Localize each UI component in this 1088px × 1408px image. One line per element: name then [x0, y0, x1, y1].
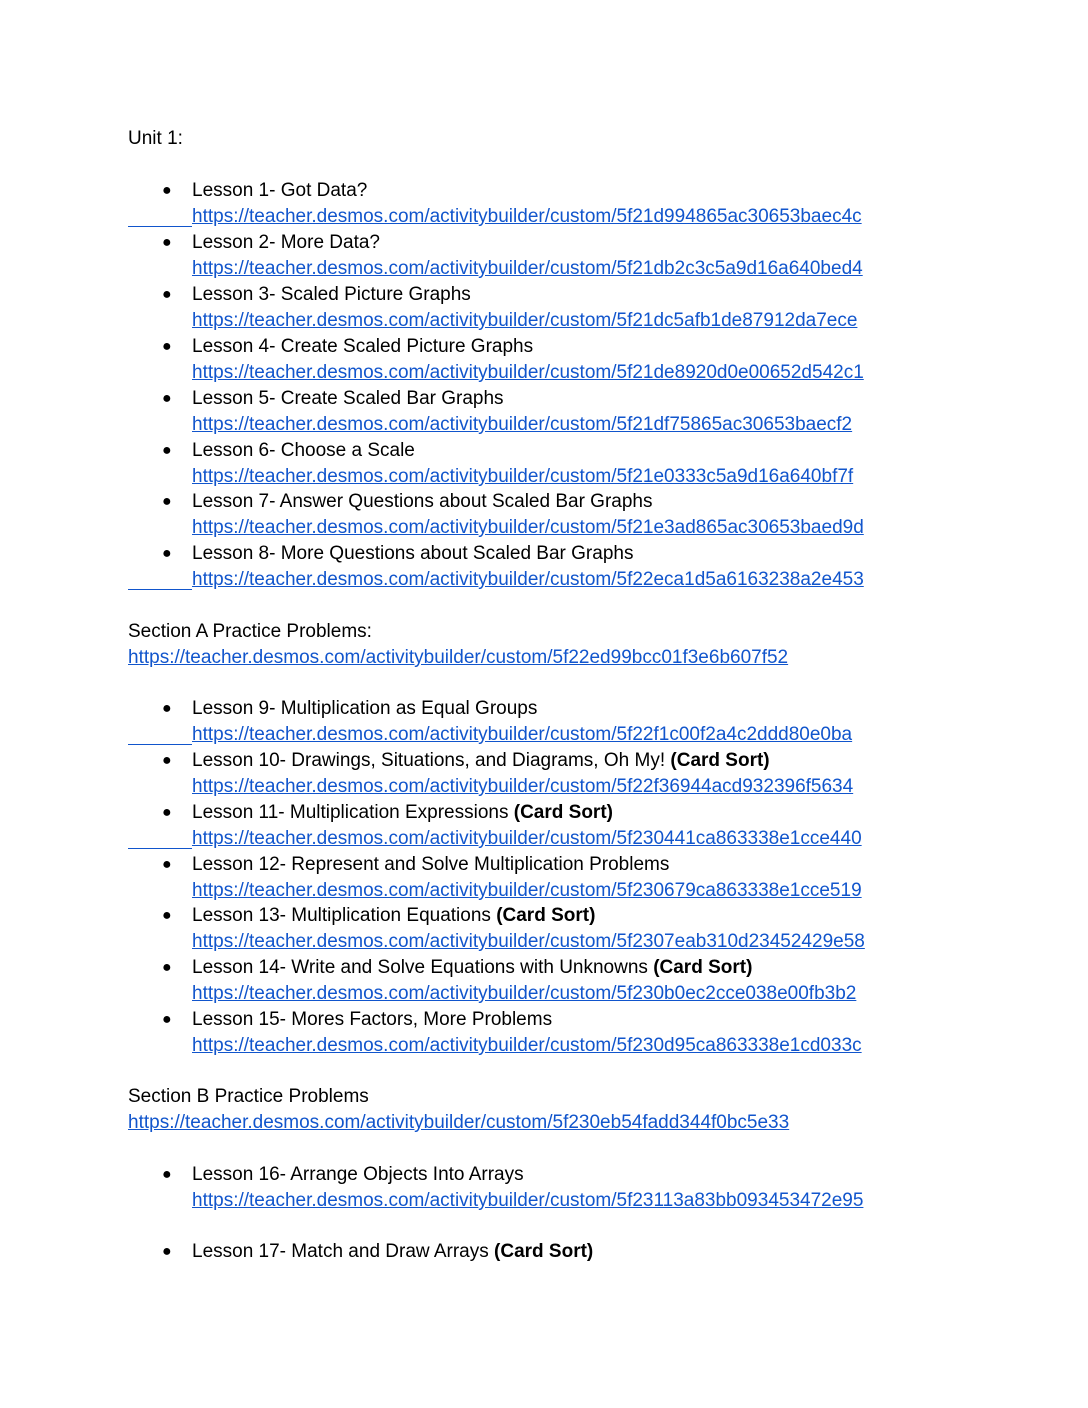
- lesson-label: Lesson 13- Multiplication Equations (Card Sort): [192, 905, 596, 926]
- bullet-icon: ●: [162, 234, 172, 251]
- lesson-label: Lesson 4- Create Scaled Picture Graphs: [192, 336, 534, 357]
- card-sort-tag: (Card Sort): [653, 957, 753, 978]
- lesson-label: Lesson 10- Drawings, Situations, and Diagrams, Oh My! (Card Sort): [192, 750, 770, 771]
- lesson-item-14: [128, 956, 928, 1008]
- lesson-label: Lesson 14- Write and Solve Equations with Unknowns (Card Sort): [192, 957, 753, 978]
- lesson-item-5: [128, 387, 928, 439]
- bullet-icon: ●: [162, 959, 172, 976]
- lesson-item-16: [128, 1163, 928, 1215]
- lesson-label: Lesson 3- Scaled Picture Graphs: [192, 284, 471, 305]
- lesson-link[interactable]: https://teacher.desmos.com/activitybuilder/custom/5f21e3ad865ac30653baed9d: [192, 517, 864, 538]
- lesson-label: Lesson 6- Choose a Scale: [192, 440, 415, 461]
- bullet-icon: ●: [162, 182, 172, 199]
- lesson-link[interactable]: https://teacher.desmos.com/activitybuilder/custom/5f230679ca863338e1cce519: [192, 880, 862, 901]
- bullet-icon: ●: [162, 286, 172, 303]
- lesson-label: Lesson 2- More Data?: [192, 232, 380, 253]
- card-sort-tag: (Card Sort): [670, 750, 770, 771]
- lesson-item-9: [128, 697, 928, 749]
- lesson-link[interactable]: https://teacher.desmos.com/activitybuilder/custom/5f22f1c00f2a4c2ddd80e0ba: [192, 724, 853, 745]
- lesson-item-3: [128, 283, 928, 335]
- lesson-link[interactable]: https://teacher.desmos.com/activitybuilder/custom/5f21dc5afb1de87912da7ece: [192, 310, 858, 331]
- section-a-link[interactable]: https://teacher.desmos.com/activitybuilder/custom/5f22ed99bcc01f3e6b607f52: [128, 647, 789, 668]
- card-sort-tag: (Card Sort): [496, 905, 596, 926]
- lesson-label: Lesson 11- Multiplication Expressions (Card Sort): [192, 802, 613, 823]
- lesson-link[interactable]: https://teacher.desmos.com/activitybuilder/custom/5f21de8920d0e00652d542c1: [192, 362, 864, 383]
- lesson-link[interactable]: https://teacher.desmos.com/activitybuilder/custom/5f21d994865ac30653baec4c: [192, 206, 862, 227]
- lesson-link[interactable]: https://teacher.desmos.com/activitybuilder/custom/5f2307eab310d23452429e58: [192, 931, 865, 952]
- bullet-icon: ●: [162, 442, 172, 459]
- bullet-icon: ●: [162, 700, 172, 717]
- bullet-icon: ●: [162, 390, 172, 407]
- bullet-icon: ●: [162, 493, 172, 510]
- card-sort-tag: (Card Sort): [513, 802, 613, 823]
- bullet-icon: ●: [162, 804, 172, 821]
- lesson-label: Lesson 9- Multiplication as Equal Groups: [192, 698, 538, 719]
- bullet-icon: ●: [162, 545, 172, 562]
- card-sort-tag: (Card Sort): [494, 1241, 594, 1262]
- lesson-link[interactable]: https://teacher.desmos.com/activitybuilder/custom/5f230441ca863338e1cce440: [192, 828, 862, 849]
- lesson-link[interactable]: https://teacher.desmos.com/activitybuilder/custom/5f21db2c3c5a9d16a640bed4: [192, 258, 863, 279]
- lesson-item-2: [128, 231, 928, 283]
- bullet-icon: ●: [162, 856, 172, 873]
- lesson-link[interactable]: https://teacher.desmos.com/activitybuilder/custom/5f21e0333c5a9d16a640bf7f: [192, 466, 854, 487]
- lesson-item-7: [128, 490, 928, 542]
- lesson-label: Lesson 17- Match and Draw Arrays (Card Sort): [192, 1241, 594, 1262]
- lesson-item-15: [128, 1008, 928, 1060]
- lesson-item-11: [128, 801, 928, 853]
- lesson-label: Lesson 12- Represent and Solve Multiplication Problems: [192, 854, 670, 875]
- lesson-item-8: [128, 542, 928, 594]
- bullet-icon: ●: [162, 338, 172, 355]
- lesson-link[interactable]: https://teacher.desmos.com/activitybuilder/custom/5f21df75865ac30653baecf2: [192, 414, 853, 435]
- section-b-heading: Section B Practice Problems: [128, 1086, 369, 1107]
- lesson-item-17: [128, 1240, 928, 1266]
- bullet-icon: ●: [162, 752, 172, 769]
- bullet-icon: ●: [162, 1011, 172, 1028]
- lesson-label: Lesson 16- Arrange Objects Into Arrays: [192, 1164, 524, 1185]
- lesson-label: Lesson 7- Answer Questions about Scaled Bar Graphs: [192, 491, 653, 512]
- lesson-label: Lesson 15- Mores Factors, More Problems: [192, 1009, 553, 1030]
- lesson-item-1: [128, 179, 928, 231]
- lesson-item-6: [128, 439, 928, 491]
- bullet-icon: ●: [162, 1243, 172, 1260]
- lesson-link[interactable]: https://teacher.desmos.com/activitybuilder/custom/5f23113a83bb093453472e95: [192, 1190, 864, 1211]
- lesson-link[interactable]: https://teacher.desmos.com/activitybuilder/custom/5f22eca1d5a6163238a2e453: [192, 569, 864, 590]
- bullet-icon: ●: [162, 1166, 172, 1183]
- section-b-link[interactable]: https://teacher.desmos.com/activitybuilder/custom/5f230eb54fadd344f0bc5e33: [128, 1112, 790, 1133]
- lesson-item-12: [128, 853, 928, 905]
- lesson-label: Lesson 5- Create Scaled Bar Graphs: [192, 388, 504, 409]
- lesson-item-4: [128, 335, 928, 387]
- lesson-label: Lesson 8- More Questions about Scaled Bar Graphs: [192, 543, 634, 564]
- bullet-icon: ●: [162, 907, 172, 924]
- unit-heading: Unit 1:: [128, 128, 183, 149]
- lesson-item-10: [128, 749, 928, 801]
- lesson-item-13: [128, 904, 928, 956]
- lesson-link[interactable]: https://teacher.desmos.com/activitybuilder/custom/5f22f36944acd932396f5634: [192, 776, 854, 797]
- lesson-label: Lesson 1- Got Data?: [192, 180, 368, 201]
- lesson-link[interactable]: https://teacher.desmos.com/activitybuilder/custom/5f230d95ca863338e1cd033c: [192, 1035, 862, 1056]
- lesson-link[interactable]: https://teacher.desmos.com/activitybuilder/custom/5f230b0ec2cce038e00fb3b2: [192, 983, 857, 1004]
- section-a-heading: Section A Practice Problems:: [128, 621, 372, 642]
